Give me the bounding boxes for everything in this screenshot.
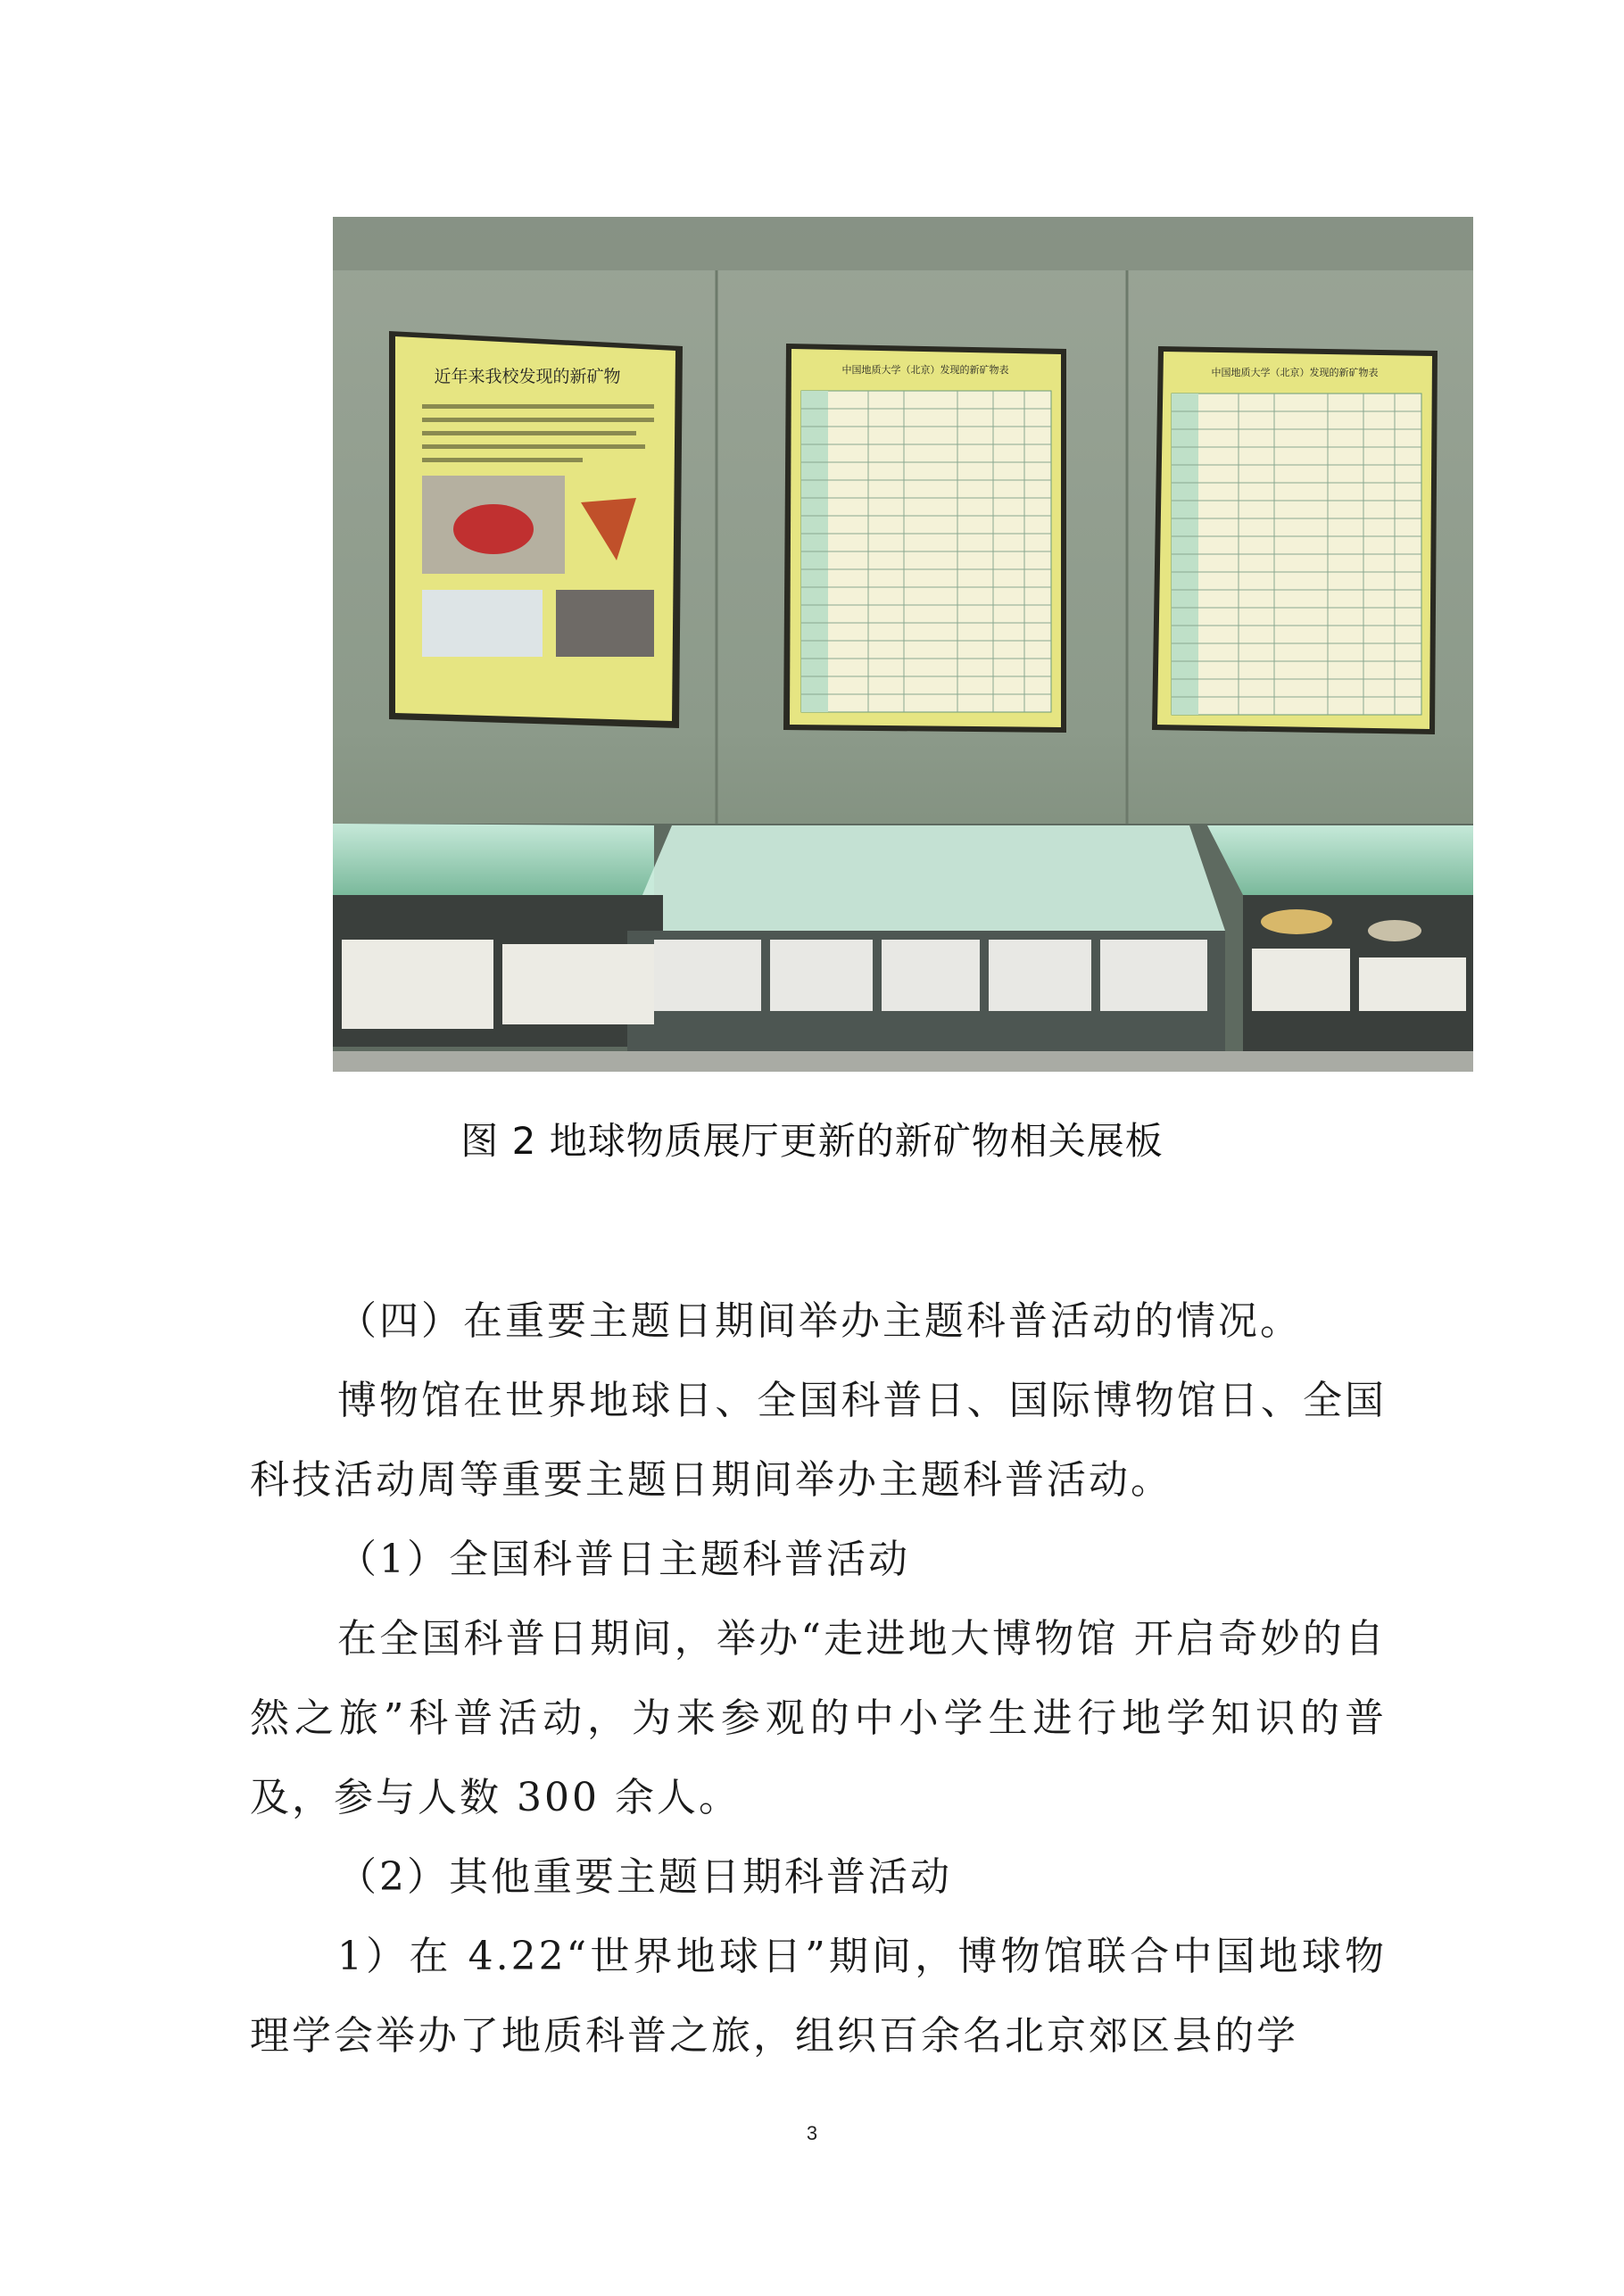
paragraph-2: 在全国科普日期间，举办“走进地大博物馆 开启奇妙的自然之旅”科普活动，为来参观的中小学生进行地学知识的普及，参与人数 300 余人。	[250, 1616, 1387, 1820]
panel-right-title: 中国地质大学（北京）发现的新矿物表	[1211, 367, 1379, 378]
section-heading: （四）在重要主题日期间举办主题科普活动的情况。	[337, 1298, 1302, 1344]
panel-left-title: 近年来我校发现的新矿物	[434, 367, 621, 386]
paragraph-1: 博物馆在世界地球日、全国科普日、国际博物馆日、全国科技活动周等重要主题日期间举办主题科普活动。	[250, 1378, 1387, 1503]
page-number: 3	[806, 2122, 818, 2144]
panel-right	[1152, 346, 1438, 734]
panel-middle	[783, 344, 1066, 733]
display-cases	[333, 824, 1473, 1072]
subheading-1: （1）全国科普日主题科普活动	[337, 1537, 910, 1582]
figure-caption: 图 2 地球物质展厅更新的新矿物相关展板	[460, 1119, 1164, 1163]
exhibit-photo	[333, 217, 1473, 1072]
panel-left	[389, 331, 683, 728]
panel-middle-title: 中国地质大学（北京）发现的新矿物表	[841, 364, 1009, 376]
paragraph-3: 1）在 4.22“世界地球日”期间，博物馆联合中国地球物理学会举办了地质科普之旅，组织百余名北京郊区县的学	[250, 1934, 1387, 2059]
subheading-2: （2）其他重要主题日期科普活动	[337, 1854, 952, 1900]
